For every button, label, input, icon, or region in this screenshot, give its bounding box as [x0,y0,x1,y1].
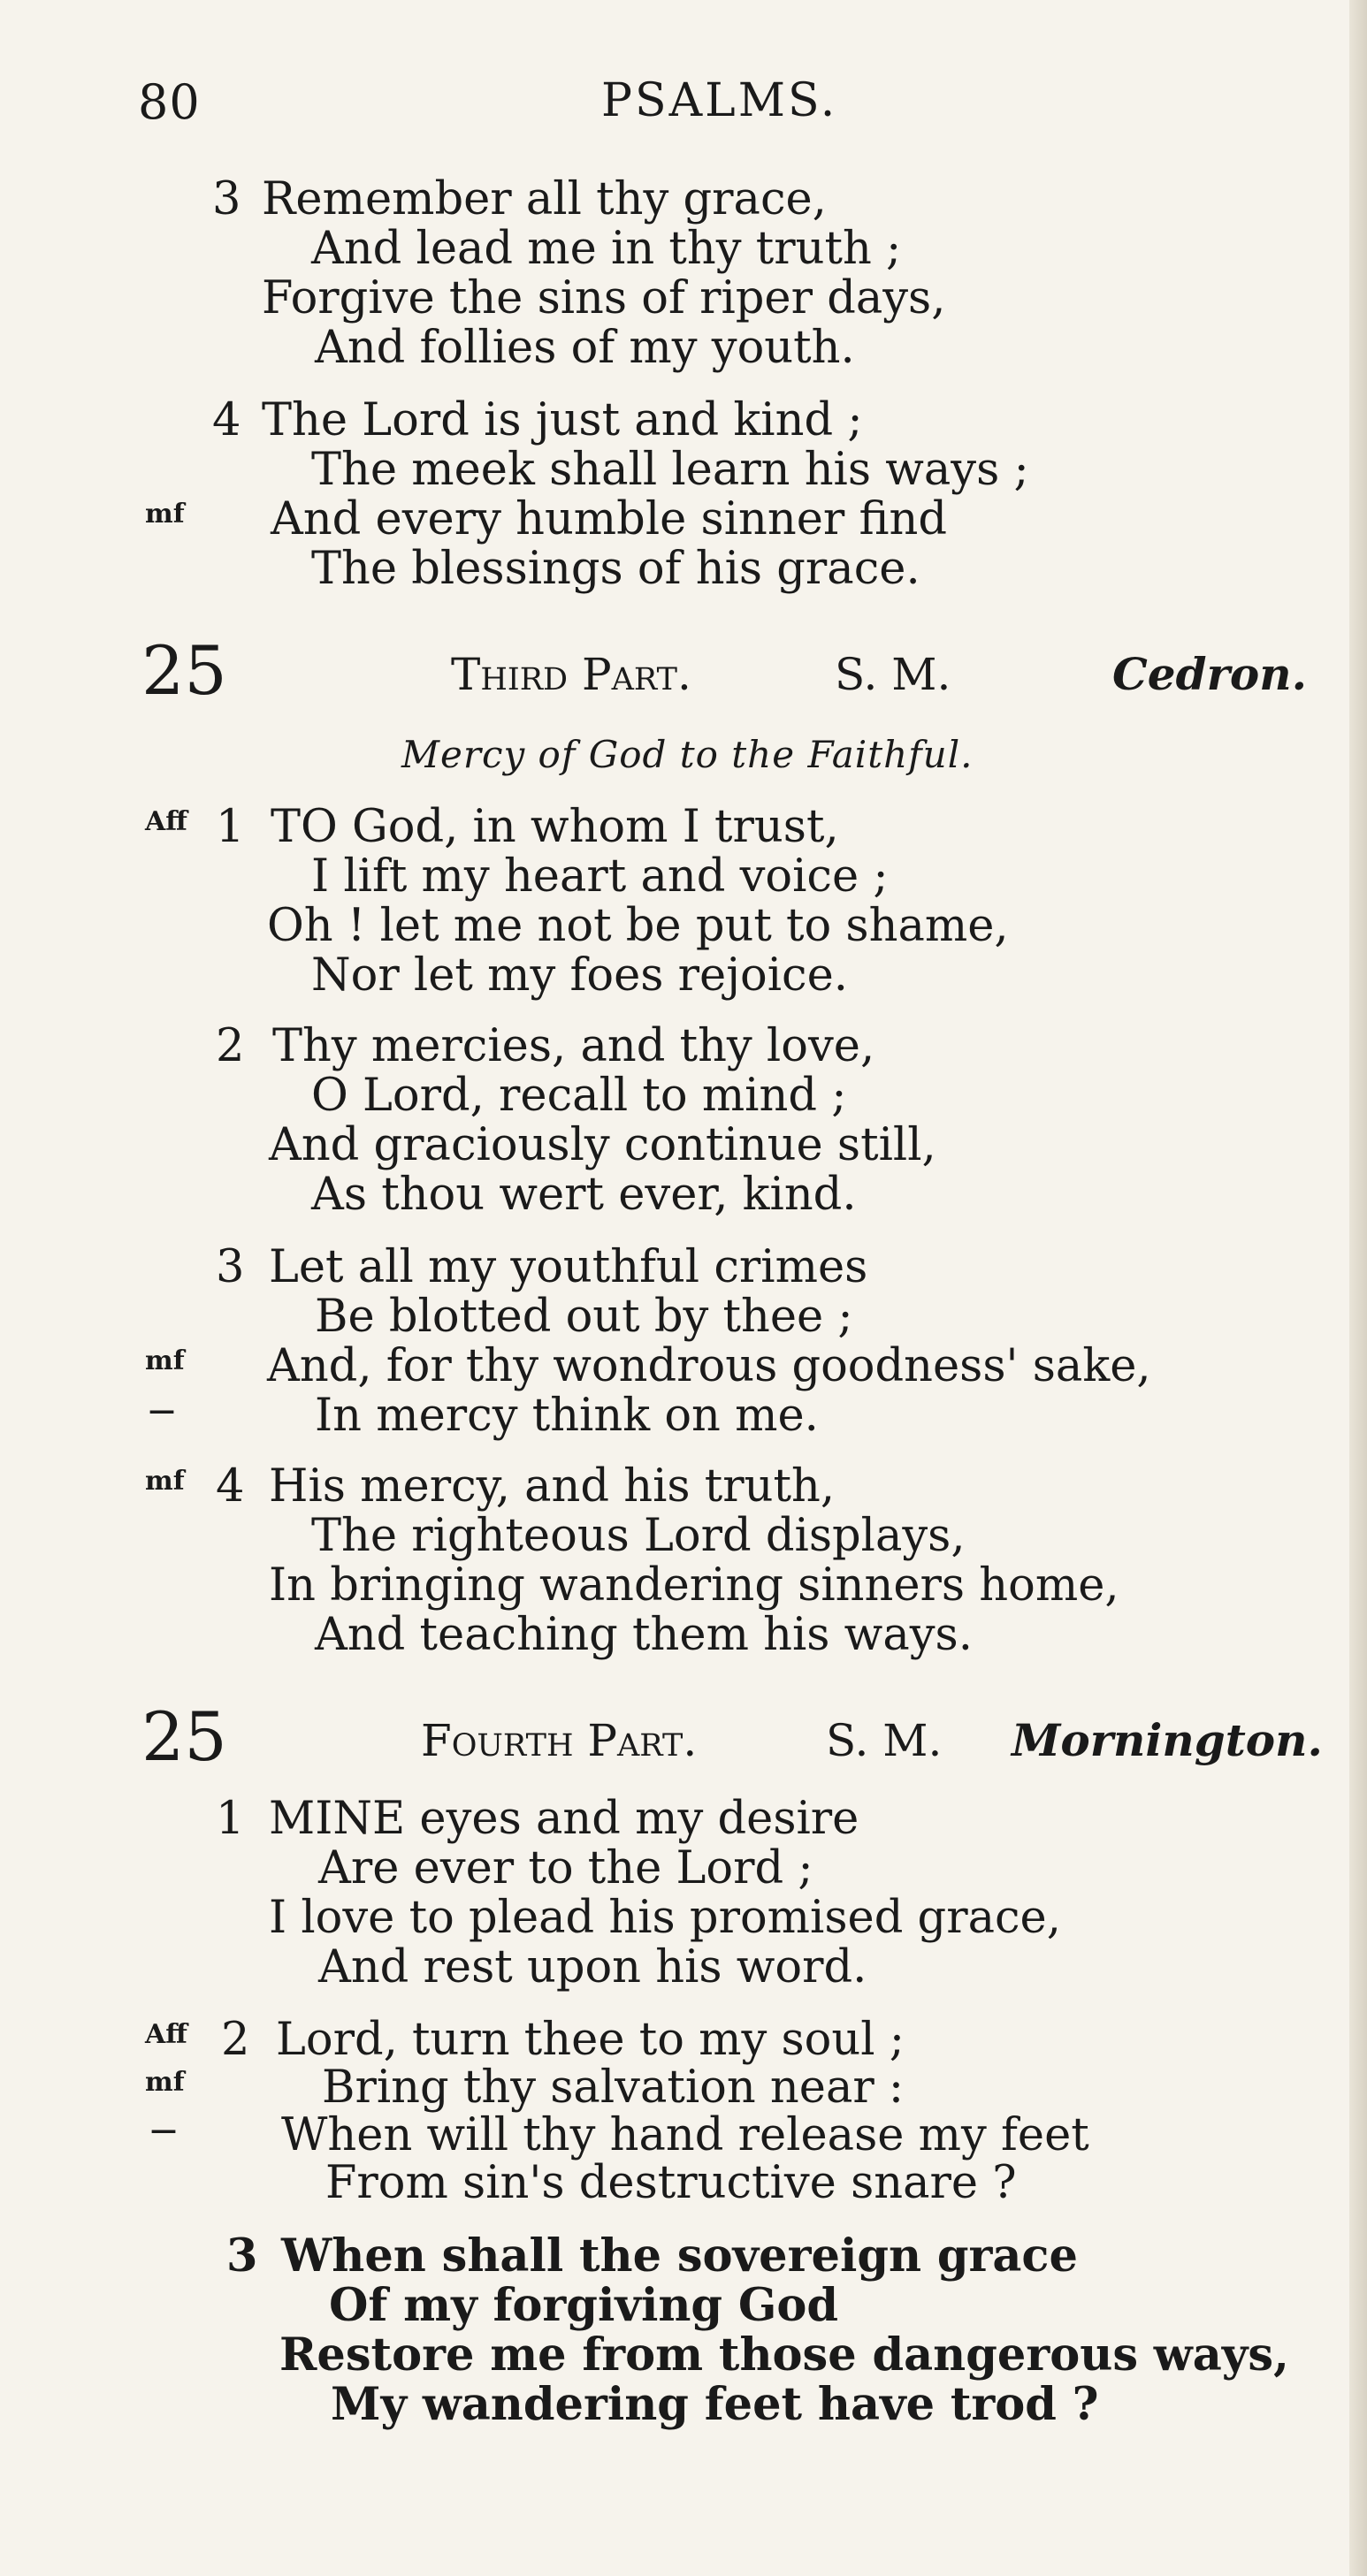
part-title: Third Part. [451,649,691,700]
verse-line: When shall the sovereign grace [281,2229,1078,2283]
page-edge [1349,0,1367,2576]
verse-number: 1 [216,1793,245,1845]
verse-line: When will thy hand release my feet [281,2109,1089,2161]
verse-line: Restore me from those dangerous ways, [279,2328,1289,2382]
verse-number: 1 [216,801,245,853]
verse-number: 2 [216,1020,245,1072]
psalm-number: 25 [141,631,227,710]
verse-line: His mercy, and his truth, [269,1460,836,1513]
tune-name: Mornington. [1012,1714,1323,1766]
verse-line: From sin's destructive snare ? [325,2157,1017,2209]
verse-line: Let all my youthful crimes [269,1241,868,1293]
verse-line: Be blotted out by thee ; [315,1291,853,1343]
running-title: PSALMS. [601,74,838,127]
verse-line: And every humble sinner find [271,493,947,545]
part-title: Fourth Part. [421,1715,698,1766]
verse-line: And teaching them his ways. [315,1609,973,1661]
verse-number: 3 [212,173,241,225]
verse-line: TO God, in whom I trust, [271,801,839,853]
section-subtitle: Mercy of God to the Faithful. [401,733,974,776]
page-number: 80 [138,74,201,130]
tune-name: Cedron. [1112,648,1308,700]
verse-line: And, for thy wondrous goodness' sake, [267,1340,1151,1392]
verse-line: The meek shall learn his ways ; [311,444,1029,496]
dynamic-mark: — [150,2115,177,2145]
verse-number: 3 [216,1241,245,1293]
verse-line: And graciously continue still, [269,1119,936,1171]
dynamic-mark: — [149,1395,175,1426]
meter: S. M. [835,649,951,700]
verse-line: Oh ! let me not be put to shame, [267,900,1009,952]
verse-line: Lord, turn thee to my soul ; [276,2014,905,2066]
verse-number: 2 [221,2014,250,2066]
verse-line: Bring thy salvation near : [322,2062,905,2114]
verse-line: Of my forgiving God [329,2279,839,2332]
verse-line: MINE eyes and my desire [269,1793,859,1845]
verse-line: Are ever to the Lord ; [318,1842,813,1894]
dynamic-mark: Aff [145,2019,187,2050]
page-header [0,74,1367,145]
verse-line: I lift my heart and voice ; [311,850,889,903]
dynamic-mark: mf [145,1466,185,1497]
verse-number: 4 [216,1460,245,1513]
verse-line: Thy mercies, and thy love, [272,1020,875,1072]
verse-line: And lead me in thy truth ; [311,223,902,275]
verse-line: And rest upon his word. [318,1941,867,1993]
verse-line: And follies of my youth. [315,322,855,374]
meter: S. M. [826,1715,943,1766]
verse-number: 3 [226,2229,258,2283]
verse-line: O Lord, recall to mind ; [311,1070,847,1122]
psalm-number: 25 [141,1697,227,1776]
dynamic-mark: mf [145,1345,185,1376]
verse-line: The blessings of his grace. [311,543,920,595]
verse-line: Nor let my foes rejoice. [311,949,848,1002]
verse-line: The Lord is just and kind ; [262,394,863,446]
verse-line: As thou wert ever, kind. [311,1169,857,1221]
verse-line: My wandering feet have trod ? [331,2378,1099,2431]
verse-line: In mercy think on me. [315,1390,819,1442]
verse-line: I love to plead his promised grace, [269,1892,1061,1944]
verse-line: Remember all thy grace, [262,173,827,225]
verse-number: 4 [212,394,241,446]
dynamic-mark: mf [145,2067,185,2098]
dynamic-mark: Aff [145,806,187,837]
verse-line: In bringing wandering sinners home, [269,1559,1119,1612]
verse-line: Forgive the sins of riper days, [262,272,946,324]
verse-line: The righteous Lord displays, [311,1510,966,1562]
dynamic-mark: mf [145,499,185,530]
